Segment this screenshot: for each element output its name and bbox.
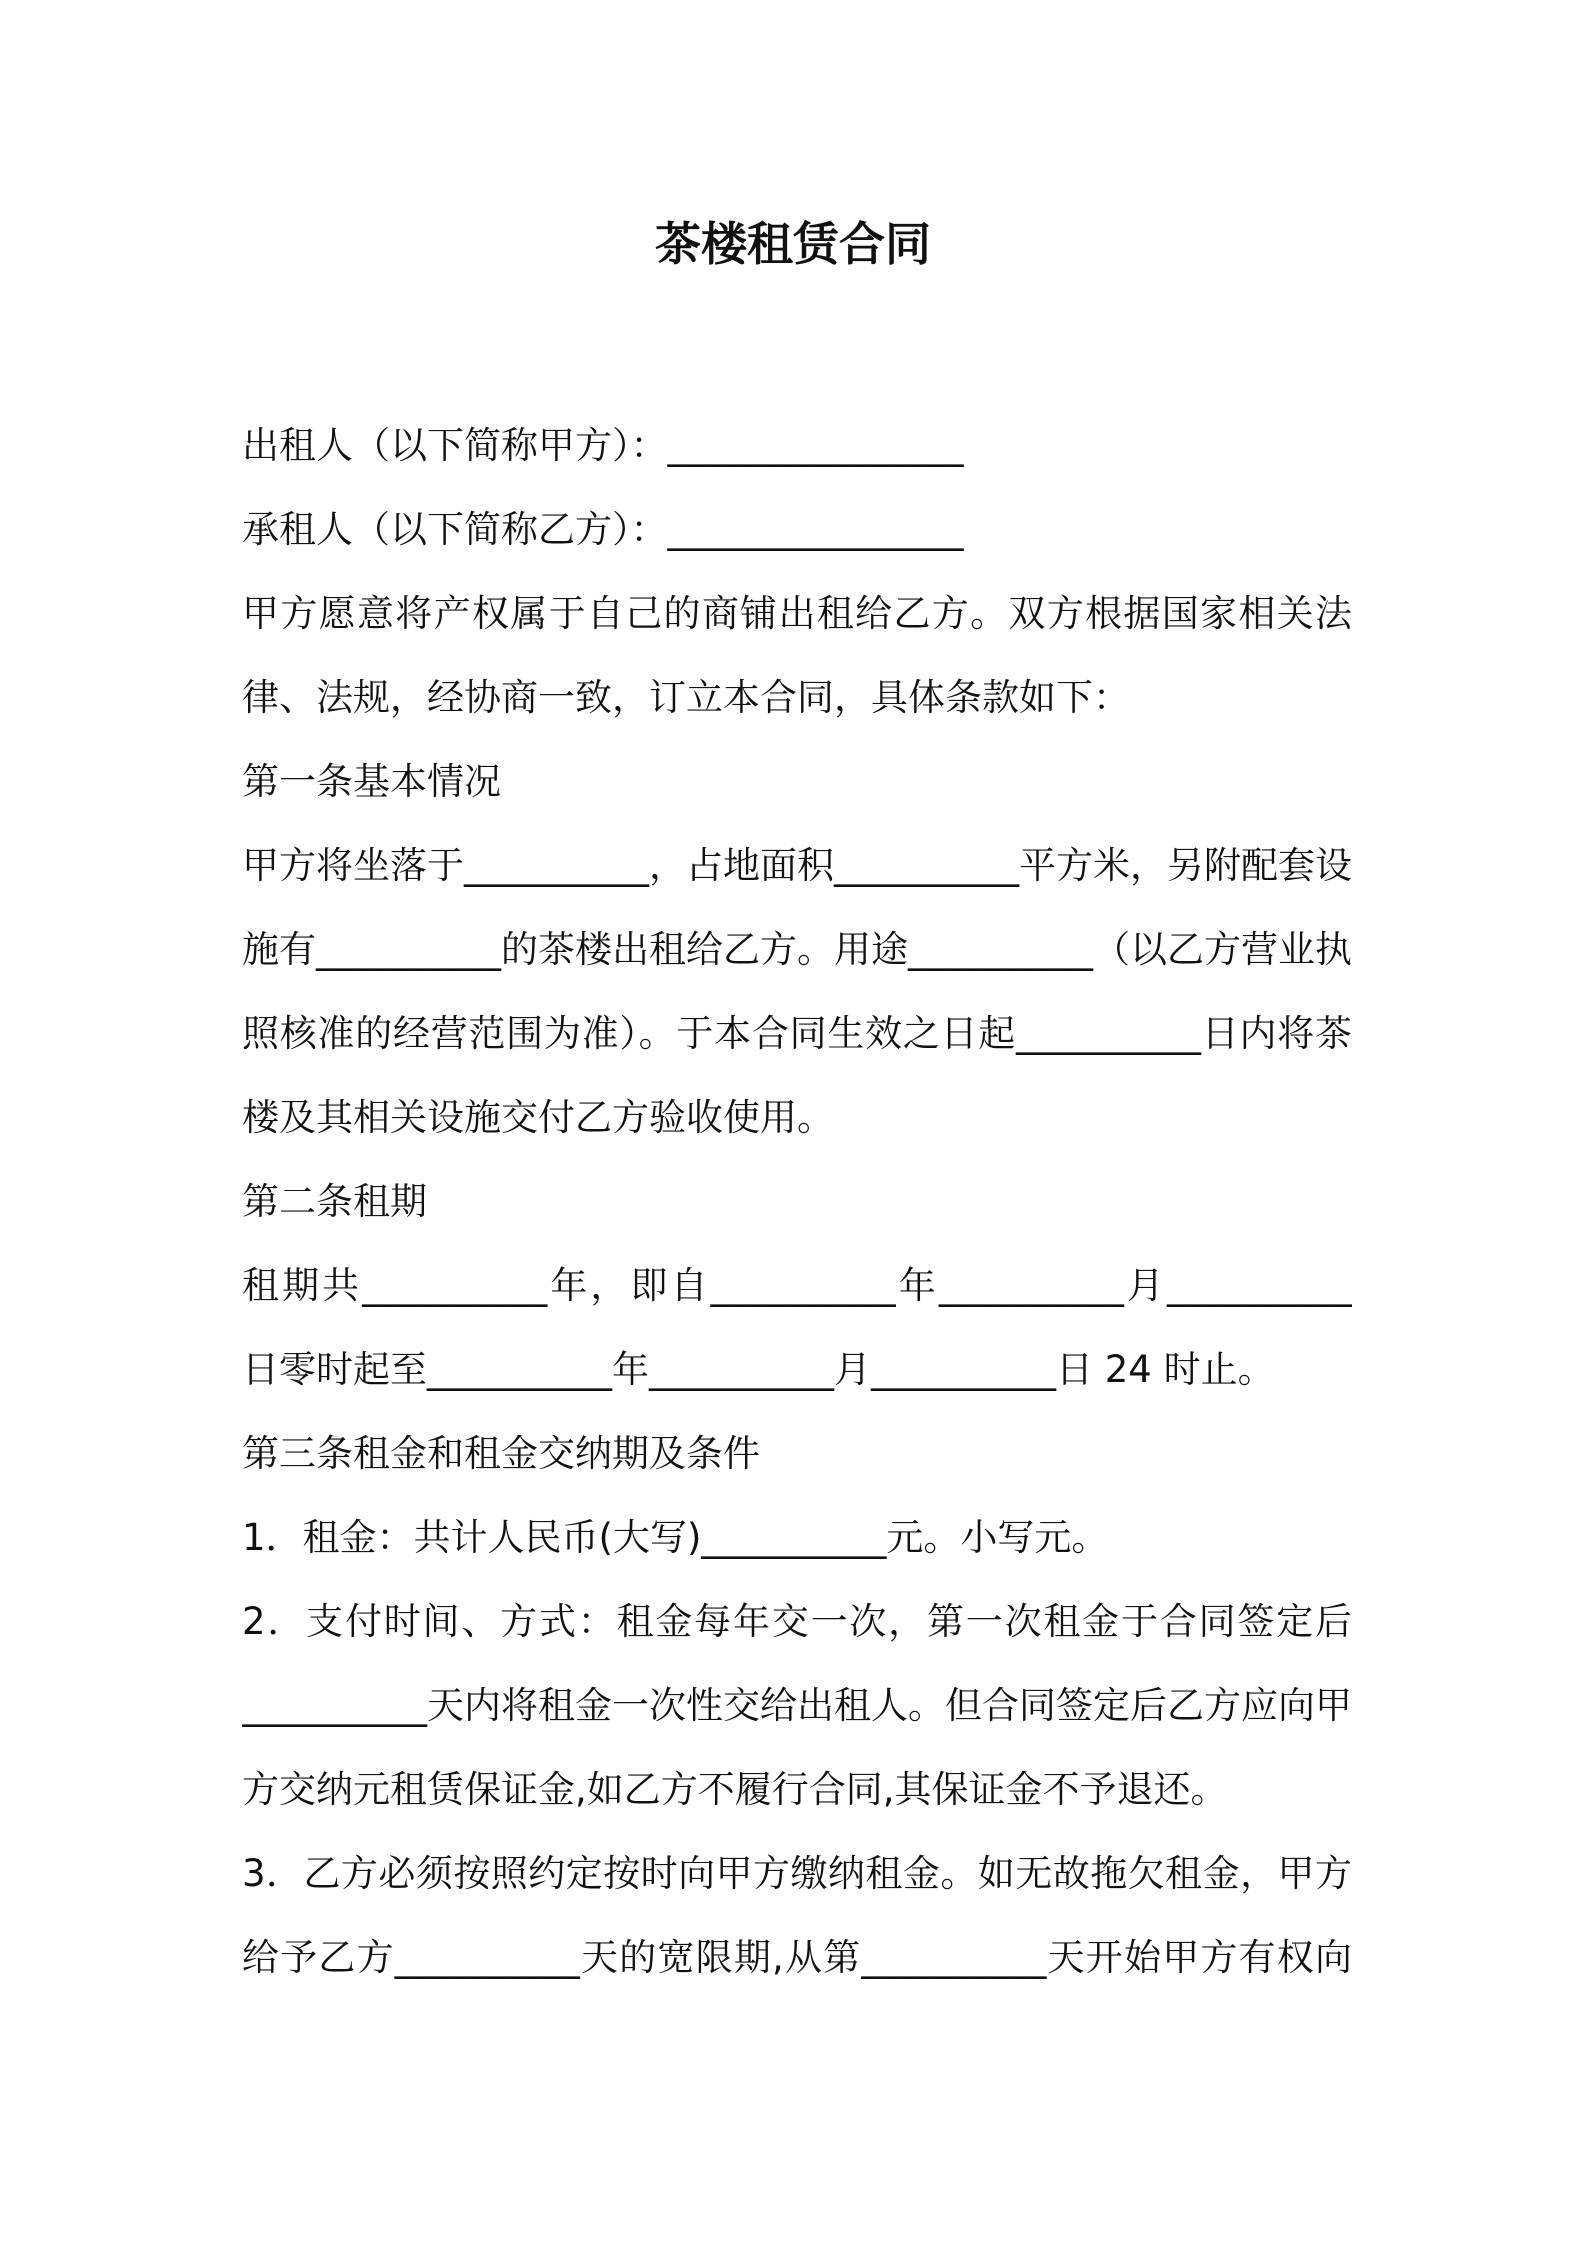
article-3-item-3-line-2: 给予乙方__________天的宽限期,从第__________天开始甲方有权向 [242,1936,1352,1979]
article-1-line-1: 甲方将坐落于__________，占地面积__________平方米，另附配套设 [242,844,1352,887]
article-3-item-2-line-3: 方交纳元租赁保证金,如乙方不履行合同,其保证金不予退还。 [242,1768,1228,1811]
article-2-line-2: 日零时起至__________年__________月__________日 24 时止。 [242,1348,1275,1391]
article-2-line-1: 租期共__________年，即自__________年__________月__________ [242,1264,1352,1307]
preamble-line-2: 律、法规，经协商一致，订立本合同，具体条款如下： [242,676,1130,719]
document-body [242,404,1352,2000]
article-1-line-2: 施有__________的茶楼出租给乙方。用途__________（以乙方营业执 [242,928,1352,971]
article-3-item-2-line-1: 2．支付时间、方式：租金每年交一次，第一次租金于合同签定后 [242,1600,1352,1643]
document-title: 茶楼租赁合同 [655,217,931,271]
preamble-line-1: 甲方愿意将产权属于自己的商铺出租给乙方。双方根据国家相关法 [242,592,1352,635]
lessor-line: 出租人（以下简称甲方）：________________ [242,424,964,467]
lessee-line: 承租人（以下简称乙方）：________________ [242,508,964,551]
article-1-heading: 第一条基本情况 [242,760,501,803]
article-3-item-2-line-2: __________天内将租金一次性交给出租人。但合同签定后乙方应向甲 [242,1684,1352,1727]
article-3-item-1: 1．租金：共计人民币(大写)__________元。小写元。 [242,1516,1109,1559]
article-3-item-3-line-1: 3．乙方必须按照约定按时向甲方缴纳租金。如无故拖欠租金，甲方 [242,1852,1352,1895]
article-2-heading: 第二条租期 [242,1180,427,1223]
article-1-line-3: 照核准的经营范围为准）。于本合同生效之日起__________日内将茶 [242,1012,1352,1055]
article-1-line-4: 楼及其相关设施交付乙方验收使用。 [242,1096,834,1139]
article-3-heading: 第三条租金和租金交纳期及条件 [242,1432,760,1475]
